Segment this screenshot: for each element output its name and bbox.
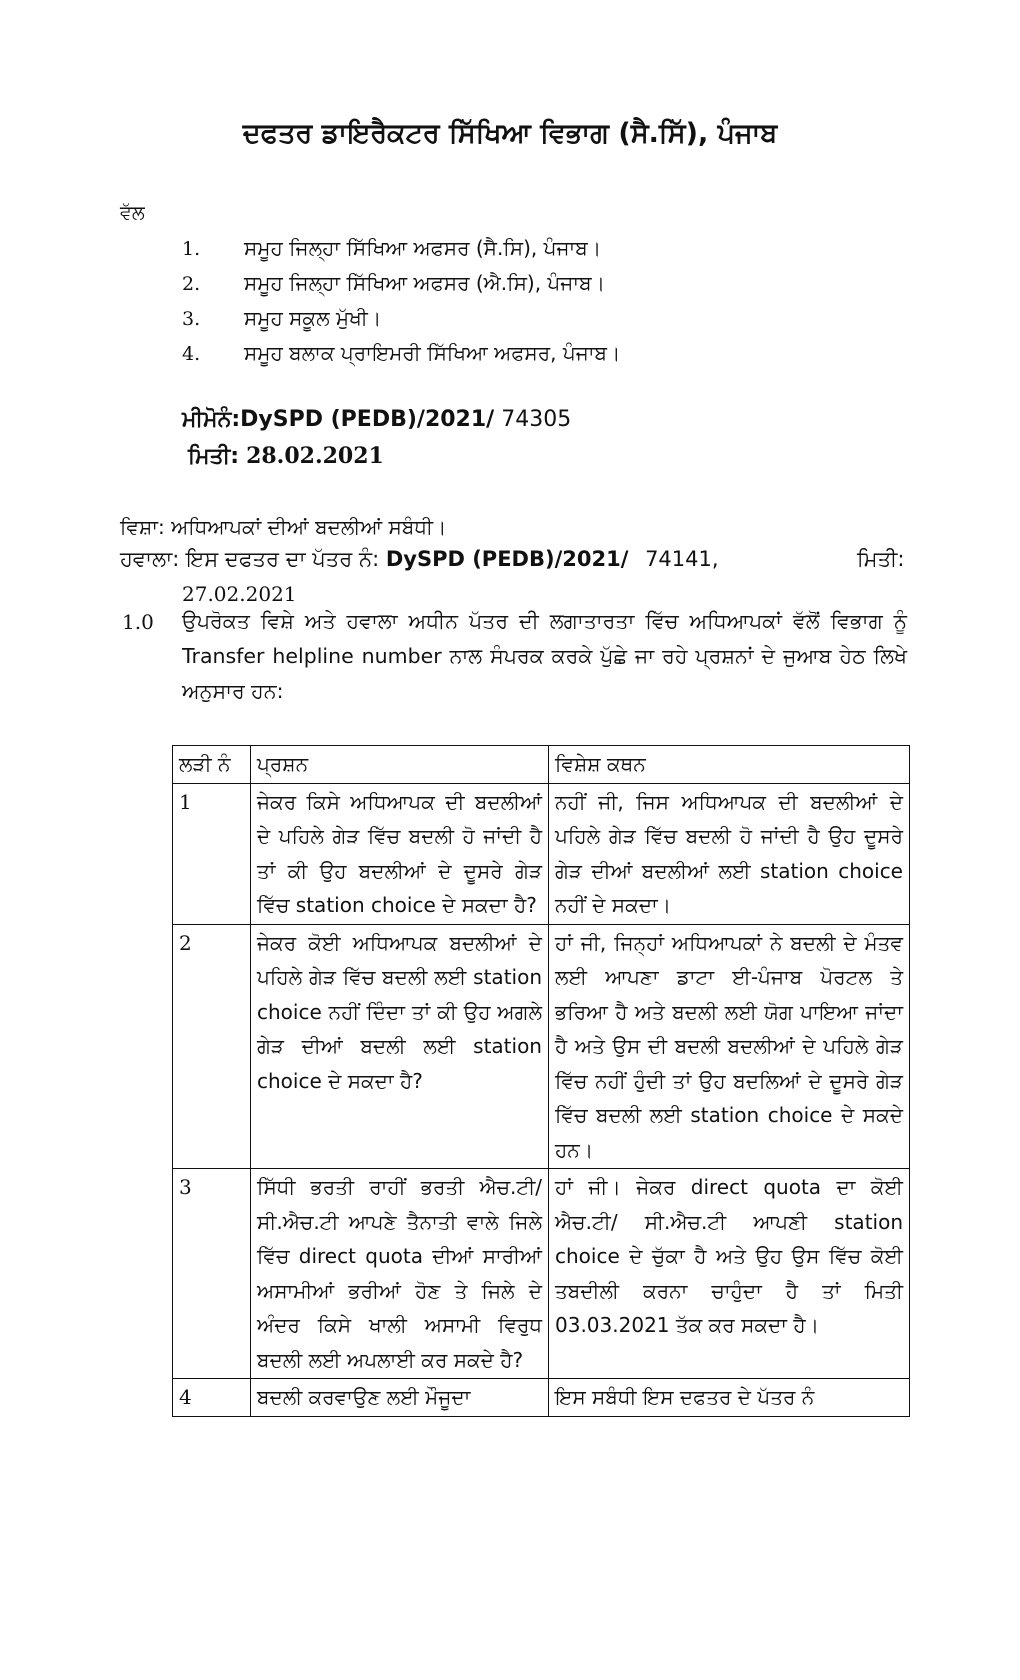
row-serial: 3: [173, 1169, 251, 1379]
paragraph-number: 1.0: [122, 610, 154, 634]
page-title: ਦਫਤਰ ਡਾਇਰੈਕਟਰ ਸਿੱਖਿਆ ਵਿਭਾਗ (ਸੈ.ਸਿੱ), ਪੰਜਾਬ: [242, 118, 778, 149]
row-answer: ਇਸ ਸਬੰਧੀ ਇਸ ਦਫਤਰ ਦੇ ਪੱਤਰ ਨੰ: [549, 1379, 910, 1417]
memo-label: ਮੀਮੋਨੰ:: [182, 407, 241, 432]
table-row: [173, 1379, 910, 1417]
row-question: ਜੇਕਰ ਕਿਸੇ ਅਧਿਆਪਕ ਦੀ ਬਦਲੀਆਂ ਦੇ ਪਹਿਲੇ ਗੇੜ ਵਿੱਚ ਬਦਲੀ ਹੋ ਜਾਂਦੀ ਹੈ ਤਾਂ ਕੀ ਉਹ ਬਦਲੀਆਂ ਦੇ ਦੂਸਰੇ ਗੇੜ ਵਿੱਚ station choice ਦੇ ਸਕਦਾ ਹੈ?: [251, 783, 549, 924]
row-serial: 4: [173, 1379, 251, 1417]
faq-table: [172, 745, 910, 1417]
recipient-number: 4.: [182, 343, 201, 365]
header-serial: ਲੜੀ ਨੰ: [173, 746, 251, 784]
row-serial: 2: [173, 924, 251, 1169]
table-row: [173, 1169, 910, 1379]
row-answer: ਨਹੀਂ ਜੀ, ਜਿਸ ਅਧਿਆਪਕ ਦੀ ਬਦਲੀਆਂ ਦੇ ਪਹਿਲੇ ਗੇੜ ਵਿੱਚ ਬਦਲੀ ਹੋ ਜਾਂਦੀ ਹੈ ਉਹ ਦੂਸਰੇ ਗੇੜ ਦੀਆਂ ਬਦਲੀਆਂ ਲਈ station choice ਨਹੀਂ ਦੇ ਸਕਦਾ।: [549, 783, 910, 924]
row-serial: 1: [173, 783, 251, 924]
recipient-item: [182, 341, 621, 365]
recipient-number: 2.: [182, 273, 201, 295]
reference-line: [120, 547, 719, 572]
recipient-item: [182, 306, 381, 330]
row-question: ਜੇਕਰ ਕੋਈ ਅਧਿਆਪਕ ਬਦਲੀਆਂ ਦੇ ਪਹਿਲੇ ਗੇੜ ਵਿੱਚ ਬਦਲੀ ਲਈ station choice ਨਹੀਂ ਦਿੰਦਾ ਤਾਂ ਕੀ ਉਹ ਅਗਲੇ ਗੇੜ ਦੀਆਂ ਬਦਲੀ ਲਈ station choice ਦੇ ਸਕਦਾ ਹੈ?: [251, 924, 549, 1169]
date-label: ਮਿਤੀ:: [188, 444, 240, 469]
paragraph-text: ਉਪਰੋਕਤ ਵਿਸ਼ੇ ਅਤੇ ਹਵਾਲਾ ਅਧੀਨ ਪੱਤਰ ਦੀ ਲਗਾਤਾਰਤਾ ਵਿੱਚ ਅਧਿਆਪਕਾਂ ਵੱਲੋਂ ਵਿਭਾਗ ਨੂੰ Transfer helpline number ਨਾਲ ਸੰਪਰਕ ਕਰਕੇ ਪੁੱਛੇ ਜਾ ਰਹੇ ਪ੍ਰਸ਼ਨਾਂ ਦੇ ਜੁਆਬ ਹੇਠ ਲਿਖੇ ਅਨੁਸਾਰ ਹਨ:: [182, 609, 907, 703]
memo-number: [182, 407, 571, 432]
recipient-text: ਸਮੂਹ ਜਿਲ੍ਹਾ ਸਿੱਖਿਆ ਅਫਸਰ (ਐ.ਸਿ), ਪੰਜਾਬ।: [244, 271, 606, 295]
recipient-number: 3.: [182, 308, 201, 330]
row-question: ਸਿੱਧੀ ਭਰਤੀ ਰਾਹੀਂ ਭਰਤੀ ਐਚ.ਟੀ/ ਸੀ.ਐਚ.ਟੀ ਆਪਣੇ ਤੈਨਾਤੀ ਵਾਲੇ ਜਿਲੇ ਵਿੱਚ direct quota ਦੀਆਂ ਸਾਰੀਆਂ ਅਸਾਮੀਆਂ ਭਰੀਆਂ ਹੋਣ ਤੇ ਜਿਲੇ ਦੇ ਅੰਦਰ ਕਿਸੇ ਖਾਲੀ ਅਸਾਮੀ ਵਿਰੁਧ ਬਦਲੀ ਲਈ ਅਪਲਾਈ ਕਰ ਸਕਦੇ ਹੈ?: [251, 1169, 549, 1379]
recipient-item: [182, 236, 601, 260]
recipient-text: ਸਮੂਹ ਸਕੂਲ ਮੁੱਖੀ।: [244, 306, 382, 330]
reference-text: ਇਸ ਦਫਤਰ ਦਾ ਪੱਤਰ ਨੰ:: [186, 547, 380, 571]
table-header-row: [173, 746, 910, 784]
header-question: ਪ੍ਰਸ਼ਨ: [251, 746, 549, 784]
header-remarks: ਵਿਸ਼ੇਸ਼ ਕਥਨ: [549, 746, 910, 784]
to-label: ਵੱਲ: [120, 202, 145, 224]
row-answer: ਹਾਂ ਜੀ, ਜਿਨ੍ਹਾਂ ਅਧਿਆਪਕਾਂ ਨੇ ਬਦਲੀ ਦੇ ਮੰਤਵ ਲਈ ਆਪਣਾ ਡਾਟਾ ਈ-ਪੰਜਾਬ ਪੋਰਟਲ ਤੇ ਭਰਿਆ ਹੈ ਅਤੇ ਬਦਲੀ ਲਈ ਯੋਗ ਪਾਇਆ ਜਾਂਦਾ ਹੈ ਅਤੇ ਉਸ ਦੀ ਬਦਲੀ ਬਦਲੀਆਂ ਦੇ ਪਹਿਲੇ ਗੇੜ ਵਿੱਚ ਨਹੀਂ ਹੁੰਦੀ ਤਾਂ ਉਹ ਬਦਲਿਆਂ ਦੇ ਦੂਸਰੇ ਗੇੜ ਵਿੱਚ ਬਦਲੀ ਲਈ station choice ਦੇ ਸਕਦੇ ਹਨ।: [549, 924, 910, 1169]
memo-ref: DySPD (PEDB)/2021/: [240, 407, 495, 432]
recipient-item: [182, 271, 605, 295]
row-answer: ਹਾਂ ਜੀ। ਜੇਕਰ direct quota ਦਾ ਕੋਈ ਐਚ.ਟੀ/ ਸੀ.ਐਚ.ਟੀ ਆਪਣੀ station choice ਦੇ ਚੁੱਕਾ ਹੈ ਅਤੇ ਉਹ ਉਸ ਵਿੱਚ ਕੋਈ ਤਬਦੀਲੀ ਕਰਨਾ ਚਾਹੁੰਦਾ ਹੈ ਤਾਂ ਮਿਤੀ 03.03.2021 ਤੱਕ ਕਰ ਸਕਦਾ ਹੈ।: [549, 1169, 910, 1379]
reference-label: ਹਵਾਲਾ:: [120, 547, 180, 571]
reference-date-value: 27.02.2021: [182, 582, 297, 606]
reference-date-label: ਮਿਤੀ:: [857, 547, 905, 571]
table-row: [173, 783, 910, 924]
subject-text: ਅਧਿਆਪਕਾਂ ਦੀਆਂ ਬਦਲੀਆਂ ਸਬੰਧੀ।: [171, 515, 447, 539]
subject-label: ਵਿਸ਼ਾ:: [120, 515, 165, 539]
recipient-text: ਸਮੂਹ ਜਿਲ੍ਹਾ ਸਿੱਖਿਆ ਅਫਸਰ (ਸੈ.ਸਿ), ਪੰਜਾਬ।: [244, 236, 602, 260]
subject-line: [120, 515, 446, 539]
reference-ref: DySPD (PEDB)/2021/: [385, 547, 629, 571]
memo-date: [188, 443, 384, 469]
date-value: 28.02.2021: [246, 443, 384, 469]
row-question: ਬਦਲੀ ਕਰਵਾਉਣ ਲਈ ਮੌਜੂਦਾ: [251, 1379, 549, 1417]
recipient-number: 1.: [182, 238, 201, 260]
memo-number-value: 74305: [501, 407, 572, 432]
recipient-text: ਸਮੂਹ ਬਲਾਕ ਪ੍ਰਾਇਮਰੀ ਸਿੱਖਿਆ ਅਫਸਰ, ਪੰਜਾਬ।: [244, 341, 621, 365]
reference-number: 74141,: [645, 547, 719, 571]
table-row: [173, 924, 910, 1169]
